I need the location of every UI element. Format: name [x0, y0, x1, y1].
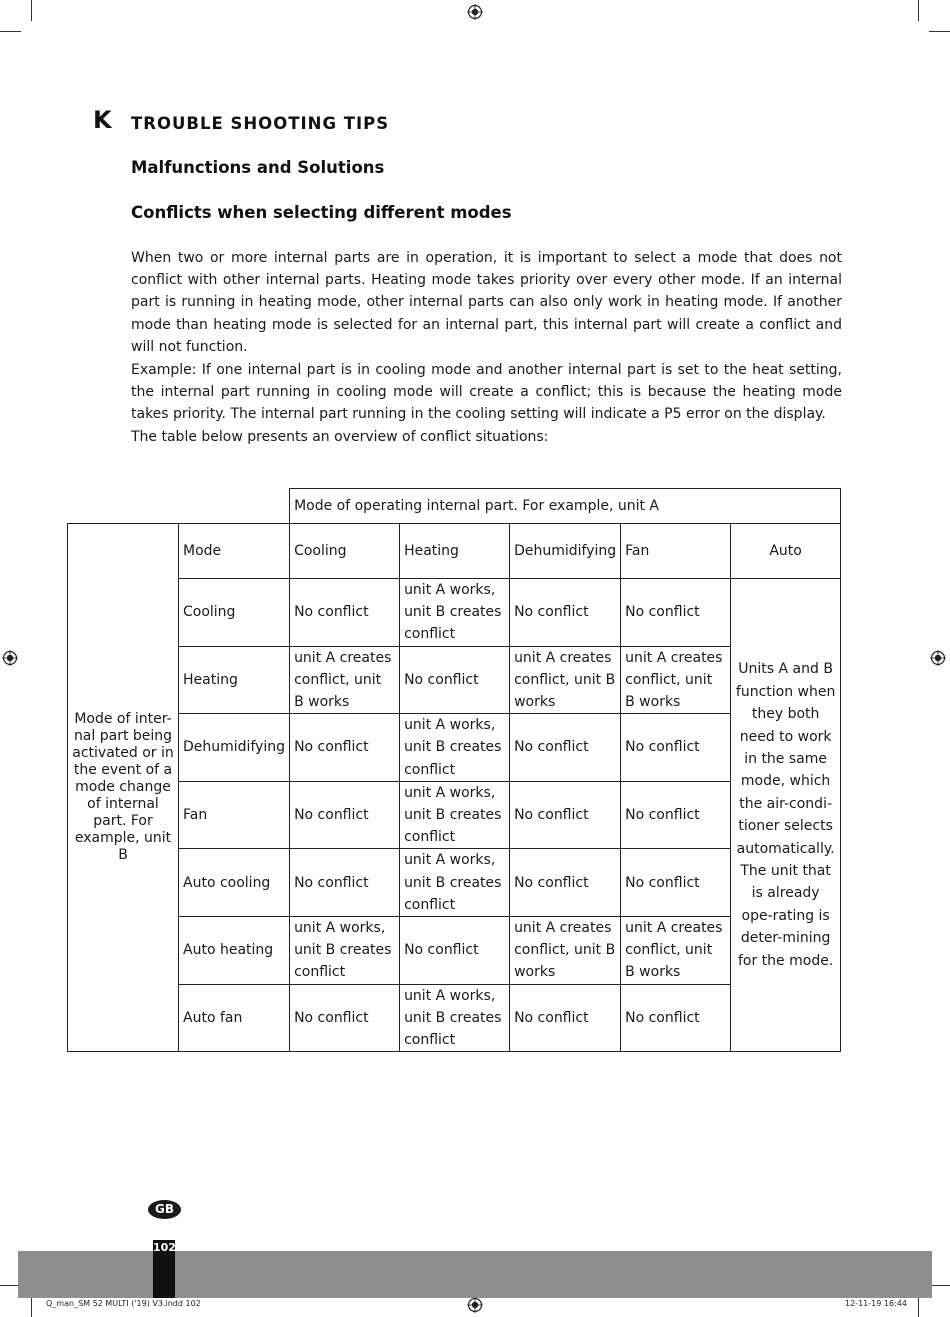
row-mode: Auto cooling — [179, 849, 290, 917]
cell-cooling: No conflict — [290, 579, 400, 647]
cell-heating: unit A works, unit B creates conflict — [400, 849, 510, 917]
table-row — [68, 579, 841, 647]
table-row — [68, 781, 841, 849]
cell-cooling: No conflict — [290, 984, 400, 1052]
row-mode: Cooling — [179, 579, 290, 647]
column-header: Fan — [621, 524, 731, 579]
cell-heating: No conflict — [400, 646, 510, 714]
row-mode: Auto fan — [179, 984, 290, 1052]
cell-dehumidifying: No conflict — [510, 579, 621, 647]
print-slug-file: Q_man_SM 52 MULTI ('19) V3.indd 102 — [46, 1299, 201, 1308]
crop-mark — [929, 1285, 950, 1286]
crop-mark — [0, 31, 21, 32]
print-slug-date: 12-11-19 16:44 — [845, 1299, 907, 1308]
cell-dehumidifying: No conflict — [510, 781, 621, 849]
cell-dehumidifying: No conflict — [510, 849, 621, 917]
cell-heating: unit A works, unit B creates conflict — [400, 984, 510, 1052]
cell-heating: unit A works, unit B creates conflict — [400, 714, 510, 782]
cell-dehumidifying: unit A creates conflict, unit B works — [510, 917, 621, 985]
table-row — [68, 984, 841, 1052]
row-mode: Fan — [179, 781, 290, 849]
column-header: Heating — [400, 524, 510, 579]
cell-fan: No conflict — [621, 714, 731, 782]
crop-mark — [918, 1296, 919, 1317]
page-number: 102 — [153, 1240, 175, 1298]
intro-paragraph: When two or more internal parts are in operation, it is important to select a mode that does not conflict with other internal parts. Heating mode takes priority over every other mode. If an internal part is running in heating mode, other internal parts can also only work in heating mode. If another mode than heating mode is selected for an internal part, this internal part will create a conflict and will not function. — [131, 250, 842, 355]
crop-mark — [31, 0, 32, 21]
cell-dehumidifying: No conflict — [510, 984, 621, 1052]
section-letter: K — [93, 106, 112, 134]
cell-fan: unit A creates conflict, unit B works — [621, 646, 731, 714]
language-badge: GB — [148, 1200, 181, 1219]
cell-cooling: No conflict — [290, 781, 400, 849]
table-row — [68, 646, 841, 714]
cell-cooling: unit A creates conflict, unit B works — [290, 646, 400, 714]
registration-mark-icon — [467, 1297, 483, 1313]
cell-cooling: No conflict — [290, 849, 400, 917]
cell-dehumidifying: unit A creates conflict, unit B works — [510, 646, 621, 714]
row-mode: Dehumidifying — [179, 714, 290, 782]
table-row — [68, 714, 841, 782]
section-title: TROUBLE SHOOTING TIPS — [131, 114, 390, 133]
crop-mark — [31, 1296, 32, 1317]
column-header: Dehumidifying — [510, 524, 621, 579]
cell-fan: unit A creates conflict, unit B works — [621, 917, 731, 985]
cell-fan: No conflict — [621, 781, 731, 849]
crop-mark — [929, 31, 950, 32]
auto-note: Units A and B function when they both need to work in the same mode, which the air-condi-tioner selects automatically. The unit that is already ope-rating is deter-mining for the mode. — [731, 579, 841, 1052]
cell-heating: unit A works, unit B creates conflict — [400, 781, 510, 849]
column-header: Auto — [731, 524, 841, 579]
cell-cooling: No conflict — [290, 714, 400, 782]
row-mode: Auto heating — [179, 917, 290, 985]
registration-mark-icon — [467, 4, 483, 20]
table-intro-text: The table below presents an overview of conflict situations: — [131, 429, 549, 445]
row-group-label: Mode of inter-nal part being activated or in the event of a mode change of internal part. For example, unit B — [68, 524, 179, 1052]
cell-heating: No conflict — [400, 917, 510, 985]
column-header: Cooling — [290, 524, 400, 579]
table-row — [68, 849, 841, 917]
cell-heating: unit A works, unit B creates conflict — [400, 579, 510, 647]
table-top-header: Mode of operating internal part. For example, unit A — [290, 489, 841, 524]
cell-dehumidifying: No conflict — [510, 714, 621, 782]
table-row — [68, 917, 841, 985]
table-empty-corner — [68, 489, 290, 524]
row-mode: Heating — [179, 646, 290, 714]
subheading-conflicts: Conflicts when selecting different modes — [131, 203, 512, 222]
cell-cooling: unit A works, unit B creates conflict — [290, 917, 400, 985]
subheading-malfunctions: Malfunctions and Solutions — [131, 158, 385, 177]
registration-mark-icon — [2, 650, 18, 666]
example-paragraph: Example: If one internal part is in cooling mode and another internal part is set to the heat setting, the internal part running in cooling mode will create a conflict; this is because the heating mode takes priority. The internal part running in the cooling setting will indicate a P5 error on the display. — [131, 362, 842, 423]
table-header-row — [68, 524, 841, 579]
conflict-table — [67, 488, 841, 1052]
crop-mark — [918, 0, 919, 21]
cell-fan: No conflict — [621, 849, 731, 917]
cell-fan: No conflict — [621, 579, 731, 647]
column-header: Mode — [179, 524, 290, 579]
registration-mark-icon — [930, 650, 946, 666]
cell-fan: No conflict — [621, 984, 731, 1052]
